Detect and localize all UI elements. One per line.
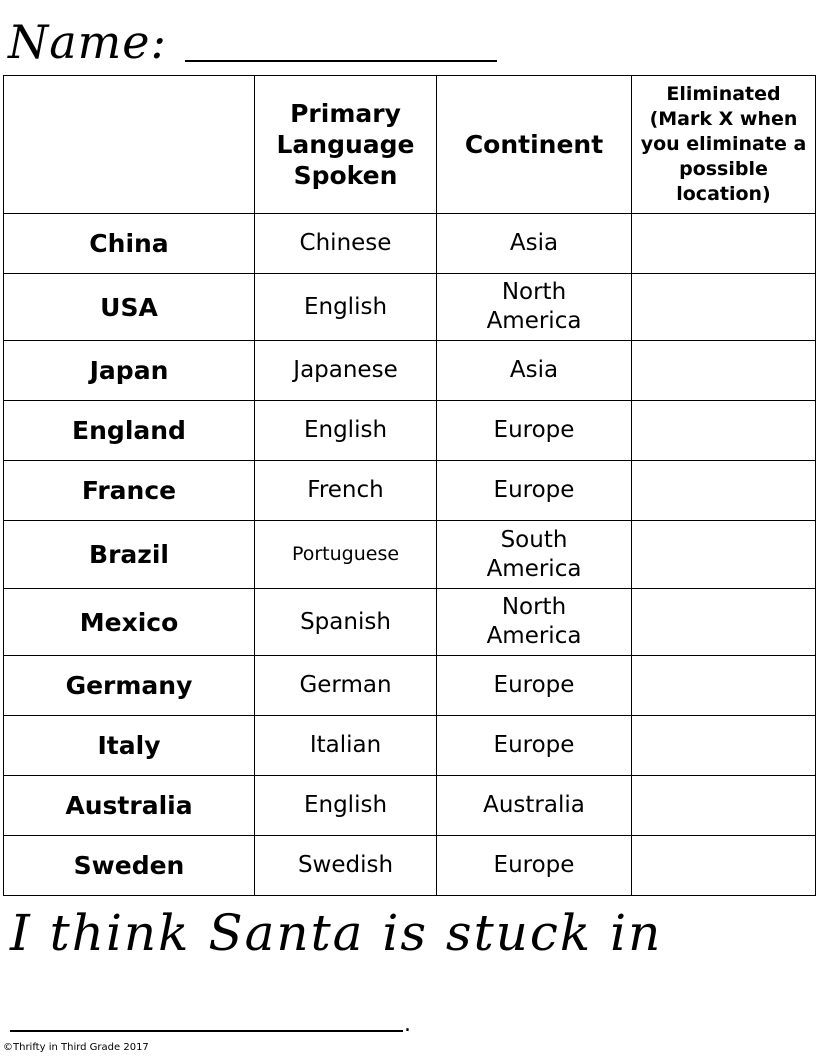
header-language [255, 76, 437, 214]
language-cell: English [255, 401, 437, 461]
continent-text: Australia [483, 792, 585, 818]
continent-cell [437, 341, 632, 401]
country-cell: Italy [4, 716, 255, 776]
table-row [4, 656, 816, 716]
header-eliminated-text: Eliminated (Mark X when you eliminate a possible location) [640, 83, 807, 205]
language-cell: French [255, 461, 437, 521]
table-row [4, 521, 816, 589]
language-cell: Portuguese [255, 521, 437, 589]
continent-cell [437, 589, 632, 656]
continent-text: Europe [493, 732, 575, 758]
answer-period: . [404, 1012, 411, 1037]
answer-blank-line[interactable] [10, 1030, 403, 1032]
language-cell: Chinese [255, 214, 437, 274]
table-row [4, 341, 816, 401]
country-cell: USA [4, 274, 255, 341]
country-cell: Brazil [4, 521, 255, 589]
name-label: Name: [8, 15, 168, 69]
table-row [4, 401, 816, 461]
table-row [4, 589, 816, 656]
eliminated-checkbox-cell[interactable] [632, 341, 816, 401]
country-cell: France [4, 461, 255, 521]
name-line [8, 0, 497, 72]
continent-cell [437, 274, 632, 341]
language-cell: English [255, 776, 437, 836]
table-row [4, 716, 816, 776]
country-clue-table [3, 75, 816, 896]
country-cell: Australia [4, 776, 255, 836]
language-cell: Spanish [255, 589, 437, 656]
continent-text: Europe [493, 852, 575, 878]
header-language-text: Primary Language Spoken [276, 99, 415, 190]
eliminated-checkbox-cell[interactable] [632, 589, 816, 656]
continent-cell [437, 716, 632, 776]
eliminated-checkbox-cell[interactable] [632, 836, 816, 896]
continent-cell [437, 401, 632, 461]
continent-cell [437, 214, 632, 274]
table-body [4, 214, 816, 896]
country-cell: England [4, 401, 255, 461]
continent-cell [437, 461, 632, 521]
language-cell: German [255, 656, 437, 716]
country-cell: Mexico [4, 589, 255, 656]
continent-cell [437, 656, 632, 716]
table-row [4, 461, 816, 521]
continent-cell [437, 521, 632, 589]
country-cell: Germany [4, 656, 255, 716]
eliminated-checkbox-cell[interactable] [632, 776, 816, 836]
continent-text: Europe [493, 672, 575, 698]
table-header-row [4, 76, 816, 214]
santa-prompt: I think Santa is stuck in [10, 904, 663, 962]
table-row [4, 776, 816, 836]
header-eliminated [632, 76, 816, 214]
language-cell: Italian [255, 716, 437, 776]
language-cell: Swedish [255, 836, 437, 896]
continent-text: Europe [493, 477, 575, 503]
language-cell: Japanese [255, 341, 437, 401]
continent-text: South America [486, 526, 582, 582]
continent-text: Asia [509, 230, 559, 256]
name-blank-line[interactable] [185, 60, 497, 62]
header-country [4, 76, 255, 214]
eliminated-checkbox-cell[interactable] [632, 521, 816, 589]
table-row [4, 274, 816, 341]
eliminated-checkbox-cell[interactable] [632, 401, 816, 461]
continent-text: North America [486, 279, 582, 334]
eliminated-checkbox-cell[interactable] [632, 716, 816, 776]
continent-cell [437, 776, 632, 836]
eliminated-checkbox-cell[interactable] [632, 274, 816, 341]
continent-text: North America [486, 594, 582, 649]
copyright-notice: ©Thrifty in Third Grade 2017 [3, 1042, 149, 1053]
continent-text: Europe [493, 417, 575, 443]
country-cell: Japan [4, 341, 255, 401]
country-cell: Sweden [4, 836, 255, 896]
language-cell: English [255, 274, 437, 341]
eliminated-checkbox-cell[interactable] [632, 461, 816, 521]
table-row [4, 836, 816, 896]
eliminated-checkbox-cell[interactable] [632, 656, 816, 716]
table-row [4, 214, 816, 274]
country-cell: China [4, 214, 255, 274]
continent-text: Asia [509, 357, 559, 383]
header-continent: Continent [437, 76, 632, 214]
continent-cell [437, 836, 632, 896]
eliminated-checkbox-cell[interactable] [632, 214, 816, 274]
